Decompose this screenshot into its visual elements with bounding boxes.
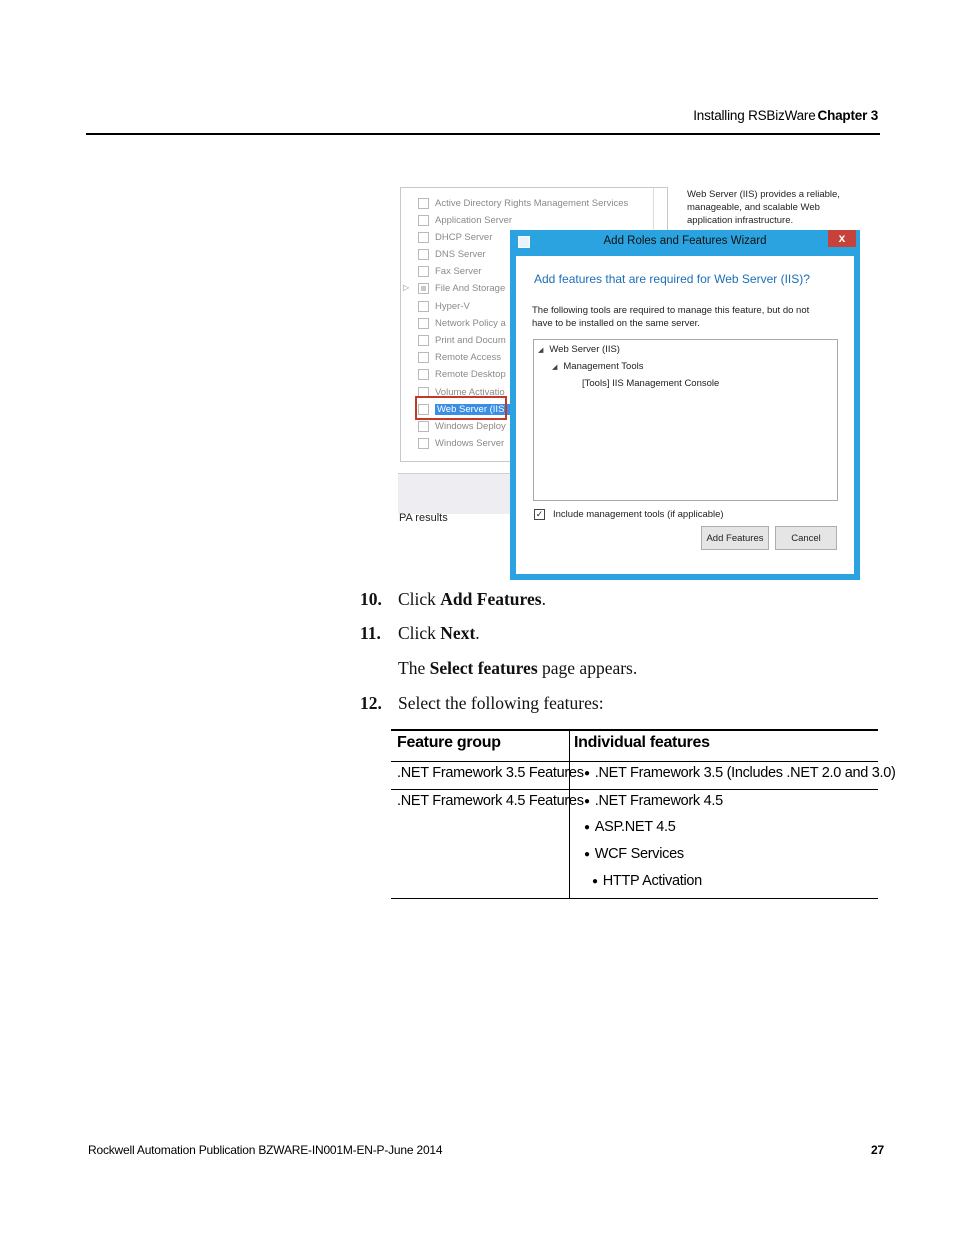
step-text: [398, 589, 546, 610]
role-label: Print and Docum: [435, 334, 506, 346]
role-item[interactable]: [418, 332, 506, 348]
checkbox-icon[interactable]: [418, 318, 429, 329]
pa-results-label: PA results: [399, 512, 448, 524]
role-description: Web Server (IIS) provides a reliable, manageable, and scalable Web application infrastructure.: [687, 189, 840, 226]
table-cell-feature: ● .NET Framework 3.5 (Includes .NET 2.0 and 3.0): [584, 765, 896, 781]
add-features-button[interactable]: Add Features: [701, 526, 769, 550]
checkbox-icon[interactable]: [418, 301, 429, 312]
role-item[interactable]: [418, 263, 481, 279]
header-section: Installing RSBizWare: [693, 108, 816, 123]
header-individual-features: Individual features: [574, 734, 710, 751]
dialog-title: Add Roles and Features Wizard: [603, 235, 767, 247]
step-number: 12.: [360, 693, 382, 713]
note-bold: Select features: [429, 658, 538, 678]
role-item[interactable]: [418, 349, 501, 365]
tree-node-label: Web Server (IIS): [549, 344, 620, 355]
role-label: Windows Server: [435, 437, 505, 449]
tree-node-root[interactable]: [538, 344, 620, 355]
result-note: [398, 658, 637, 679]
role-item[interactable]: [418, 212, 512, 228]
dialog-heading: Add features that are required for Web Server (IIS)?: [534, 272, 810, 286]
header-feature-group: Feature group: [397, 734, 501, 751]
step-bold: Add Features: [440, 589, 542, 609]
checkbox-icon[interactable]: [418, 198, 429, 209]
cancel-button[interactable]: Cancel: [775, 526, 837, 550]
table-cell-feature: ● WCF Services: [584, 846, 684, 862]
role-item[interactable]: [418, 418, 506, 434]
step-prefix: Click: [398, 623, 441, 643]
checkbox-icon[interactable]: [418, 266, 429, 277]
role-item[interactable]: [418, 298, 470, 314]
table-bottom-rule: [391, 898, 878, 899]
dialog-body: [516, 256, 854, 574]
dialog-message: The following tools are required to manage this feature, but do not have to be installed on the same server.: [532, 305, 810, 329]
role-label: Windows Deploy: [435, 420, 506, 432]
expand-arrow-icon[interactable]: ▷: [403, 283, 410, 292]
step-text: [398, 623, 480, 644]
tree-node-child[interactable]: [552, 361, 644, 372]
table-cell-feature: ● .NET Framework 4.5: [584, 793, 723, 809]
note-prefix: The: [398, 658, 430, 678]
page-number: 27: [871, 1143, 884, 1157]
role-label: Web Server (IIS): [437, 403, 508, 415]
role-label: Remote Desktop: [435, 368, 506, 380]
check-icon[interactable]: ✓: [535, 509, 544, 519]
role-label: DHCP Server: [435, 231, 493, 243]
step-prefix: Click: [398, 589, 441, 609]
row-rule: [391, 789, 878, 790]
table-cell-subfeature: ● HTTP Activation: [592, 873, 702, 889]
role-item[interactable]: [418, 366, 506, 382]
feature-tree: [533, 339, 838, 501]
header-rule: [86, 133, 880, 135]
note-suffix: page appears.: [537, 658, 638, 678]
checkbox-icon[interactable]: [418, 438, 429, 449]
footer-publication: Rockwell Automation Publication BZWARE-IN001M-EN-P-June 2014: [88, 1143, 443, 1157]
role-item[interactable]: [418, 229, 492, 245]
step-number: 11.: [360, 623, 381, 643]
role-label: Volume Activatio: [435, 386, 505, 398]
role-label: Network Policy a: [435, 317, 506, 329]
tree-node-label: Management Tools: [563, 361, 644, 372]
column-divider: [569, 730, 570, 898]
step-bold: Next: [440, 623, 476, 643]
role-item[interactable]: [418, 246, 486, 262]
include-tools-label: Include management tools (if applicable): [553, 509, 724, 520]
checkbox-icon[interactable]: [418, 335, 429, 346]
include-tools-option[interactable]: [534, 509, 724, 520]
header-chapter: Chapter 3: [817, 108, 878, 123]
add-features-dialog: [510, 230, 860, 580]
role-label: Active Directory Rights Management Services: [435, 197, 629, 209]
checkbox-icon[interactable]: [418, 421, 429, 432]
close-button[interactable]: x: [828, 230, 856, 247]
role-label: Fax Server: [435, 265, 482, 277]
role-item[interactable]: [418, 435, 504, 451]
checkbox-icon[interactable]: [418, 249, 429, 260]
results-panel: [398, 473, 513, 514]
table-cell-group: .NET Framework 3.5 Features: [397, 765, 584, 781]
step-text: Select the following features:: [398, 693, 604, 713]
step-suffix: .: [541, 589, 546, 609]
collapse-arrow-icon[interactable]: ◢: [552, 364, 558, 371]
checkbox-icon[interactable]: [418, 215, 429, 226]
callout-highlight: [415, 396, 507, 420]
role-label: Application Server: [435, 214, 513, 226]
role-label: Hyper-V: [435, 300, 470, 312]
checkbox-icon[interactable]: [418, 369, 429, 380]
collapse-arrow-icon[interactable]: ◢: [538, 347, 544, 354]
tree-node-leaf[interactable]: [Tools] IIS Management Console: [582, 378, 720, 389]
role-label: Remote Access: [435, 351, 501, 363]
checkbox-icon[interactable]: [418, 352, 429, 363]
table-cell-feature: ● ASP.NET 4.5: [584, 819, 676, 835]
dialog-titlebar: [510, 230, 860, 253]
role-item[interactable]: [418, 315, 506, 331]
role-item[interactable]: [418, 280, 505, 296]
table-cell-group: .NET Framework 4.5 Features: [397, 793, 584, 809]
running-header: [693, 108, 878, 123]
role-item[interactable]: [418, 195, 628, 211]
role-label: DNS Server: [435, 248, 486, 260]
table-top-rule: [391, 729, 878, 731]
screenshot-figure: [398, 184, 862, 580]
step-suffix: .: [475, 623, 480, 643]
header-rule: [391, 761, 878, 762]
checkbox-icon[interactable]: [418, 232, 429, 243]
checkbox-partial-icon[interactable]: [418, 283, 429, 294]
role-label: File And Storage: [435, 282, 506, 294]
step-number: 10.: [360, 589, 382, 609]
